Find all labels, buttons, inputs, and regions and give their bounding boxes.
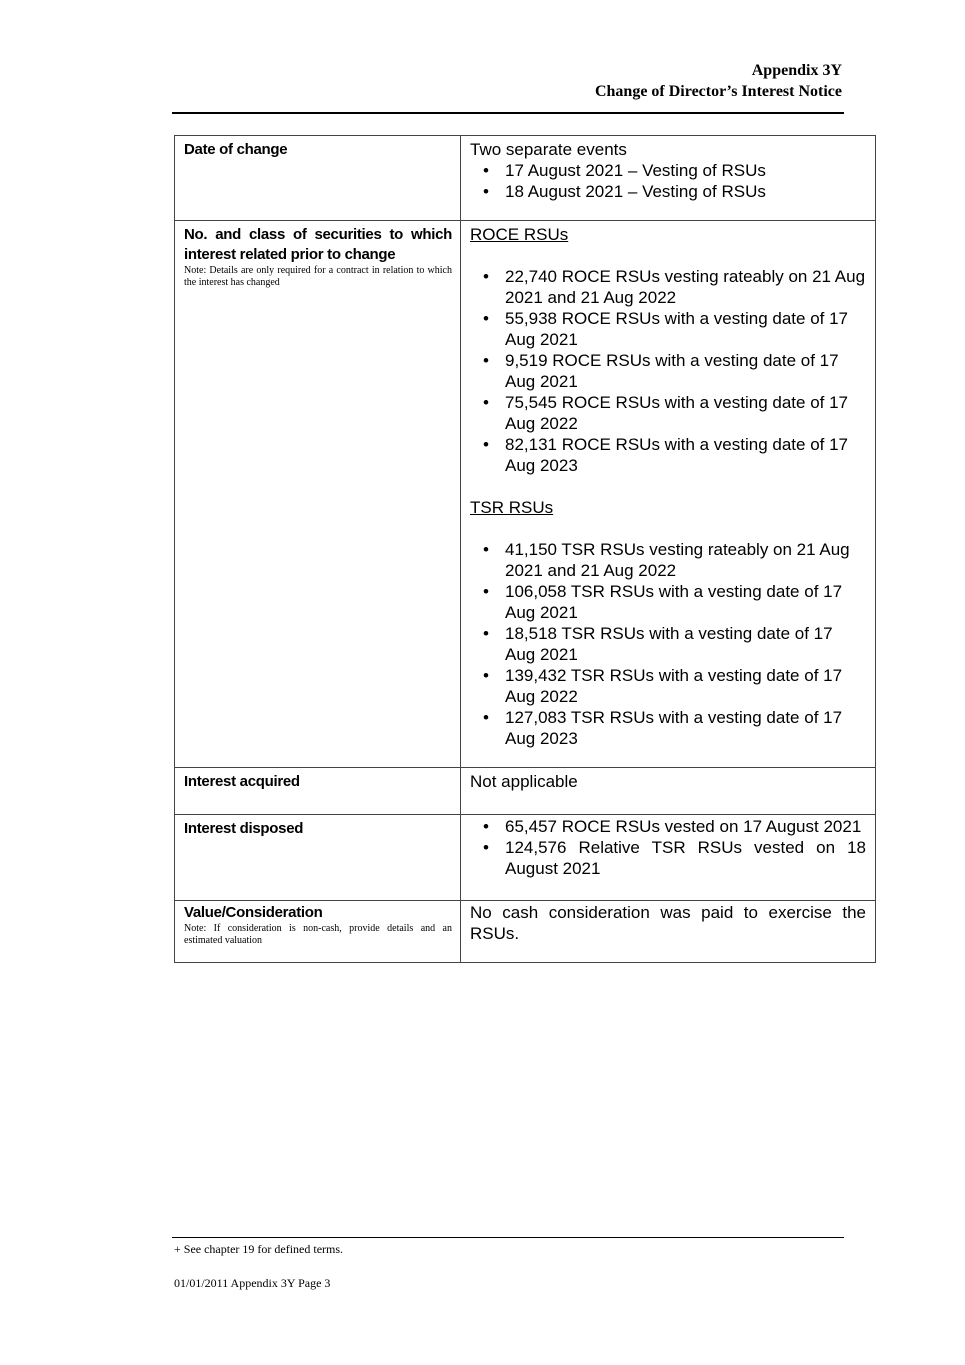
consideration-label: Value/Consideration bbox=[184, 904, 323, 921]
tsr-list bbox=[470, 539, 866, 749]
list-item: • 65,457 ROCE RSUs vested on 17 August 2021 bbox=[470, 816, 866, 837]
row-consideration bbox=[175, 901, 876, 963]
disposed-label-cell bbox=[175, 815, 461, 901]
list-item: • 55,938 ROCE RSUs with a vesting date of 17 Aug 2021 bbox=[470, 308, 866, 350]
disposed-list bbox=[470, 816, 866, 879]
list-item: • 124,576 Relative TSR RSUs vested on 18 August 2021 bbox=[470, 837, 866, 879]
list-item: • 82,131 ROCE RSUs with a vesting date of 17 Aug 2023 bbox=[470, 434, 866, 476]
prior-holdings-label: No. and class of securities to which interest related prior to change bbox=[184, 226, 452, 263]
date-of-change-intro: Two separate events bbox=[470, 140, 627, 159]
prior-holdings-note: Note: Details are only required for a contract in relation to which the interest has changed bbox=[184, 265, 452, 288]
prior-holdings-label-cell bbox=[175, 221, 461, 768]
list-item: • 127,083 TSR RSUs with a vesting date of 17 Aug 2023 bbox=[470, 707, 866, 749]
row-interest-acquired bbox=[175, 768, 876, 815]
date-of-change-label-cell bbox=[175, 136, 461, 221]
consideration-note: Note: If consideration is non-cash, provide details and an estimated valuation bbox=[184, 923, 452, 946]
list-item: • 9,519 ROCE RSUs with a vesting date of 17 Aug 2021 bbox=[470, 350, 866, 392]
date-of-change-list bbox=[470, 160, 866, 202]
footer-terms: + See chapter 19 for defined terms. bbox=[174, 1242, 344, 1256]
date-of-change-value-cell bbox=[461, 136, 876, 221]
header-rule bbox=[172, 112, 844, 114]
consideration-value-cell bbox=[461, 901, 876, 963]
acquired-label: Interest acquired bbox=[184, 773, 300, 790]
interest-table bbox=[174, 135, 876, 963]
consideration-value: No cash consideration was paid to exercise the RSUs. bbox=[470, 903, 866, 943]
page-header bbox=[595, 60, 842, 102]
footer-page-number: 01/01/2011 Appendix 3Y Page 3 bbox=[174, 1276, 331, 1290]
acquired-value-cell bbox=[461, 768, 876, 815]
disposed-label: Interest disposed bbox=[184, 820, 304, 837]
roce-list bbox=[470, 266, 866, 476]
acquired-label-cell bbox=[175, 768, 461, 815]
list-item: • 75,545 ROCE RSUs with a vesting date of 17 Aug 2022 bbox=[470, 392, 866, 434]
row-interest-disposed bbox=[175, 815, 876, 901]
row-date-of-change bbox=[175, 136, 876, 221]
consideration-label-cell bbox=[175, 901, 461, 963]
list-item: • 18 August 2021 – Vesting of RSUs bbox=[470, 181, 866, 202]
list-item: • 41,150 TSR RSUs vesting rateably on 21 Aug 2021 and 21 Aug 2022 bbox=[470, 539, 866, 581]
list-item: • 106,058 TSR RSUs with a vesting date of 17 Aug 2021 bbox=[470, 581, 866, 623]
tsr-heading: TSR RSUs bbox=[470, 498, 554, 517]
prior-holdings-value-cell bbox=[461, 221, 876, 768]
acquired-value: Not applicable bbox=[470, 772, 578, 791]
row-prior-holdings bbox=[175, 221, 876, 768]
date-of-change-label: Date of change bbox=[184, 141, 288, 158]
disposed-value-cell bbox=[461, 815, 876, 901]
footer-rule bbox=[172, 1237, 844, 1238]
header-appendix: Appendix 3Y bbox=[751, 62, 842, 79]
header-title: Change of Director’s Interest Notice bbox=[594, 83, 842, 100]
list-item: • 18,518 TSR RSUs with a vesting date of 17 Aug 2021 bbox=[470, 623, 866, 665]
list-item: • 17 August 2021 – Vesting of RSUs bbox=[470, 160, 866, 181]
list-item: • 22,740 ROCE RSUs vesting rateably on 21 Aug 2021 and 21 Aug 2022 bbox=[470, 266, 866, 308]
roce-heading: ROCE RSUs bbox=[470, 225, 569, 244]
list-item: • 139,432 TSR RSUs with a vesting date of 17 Aug 2022 bbox=[470, 665, 866, 707]
